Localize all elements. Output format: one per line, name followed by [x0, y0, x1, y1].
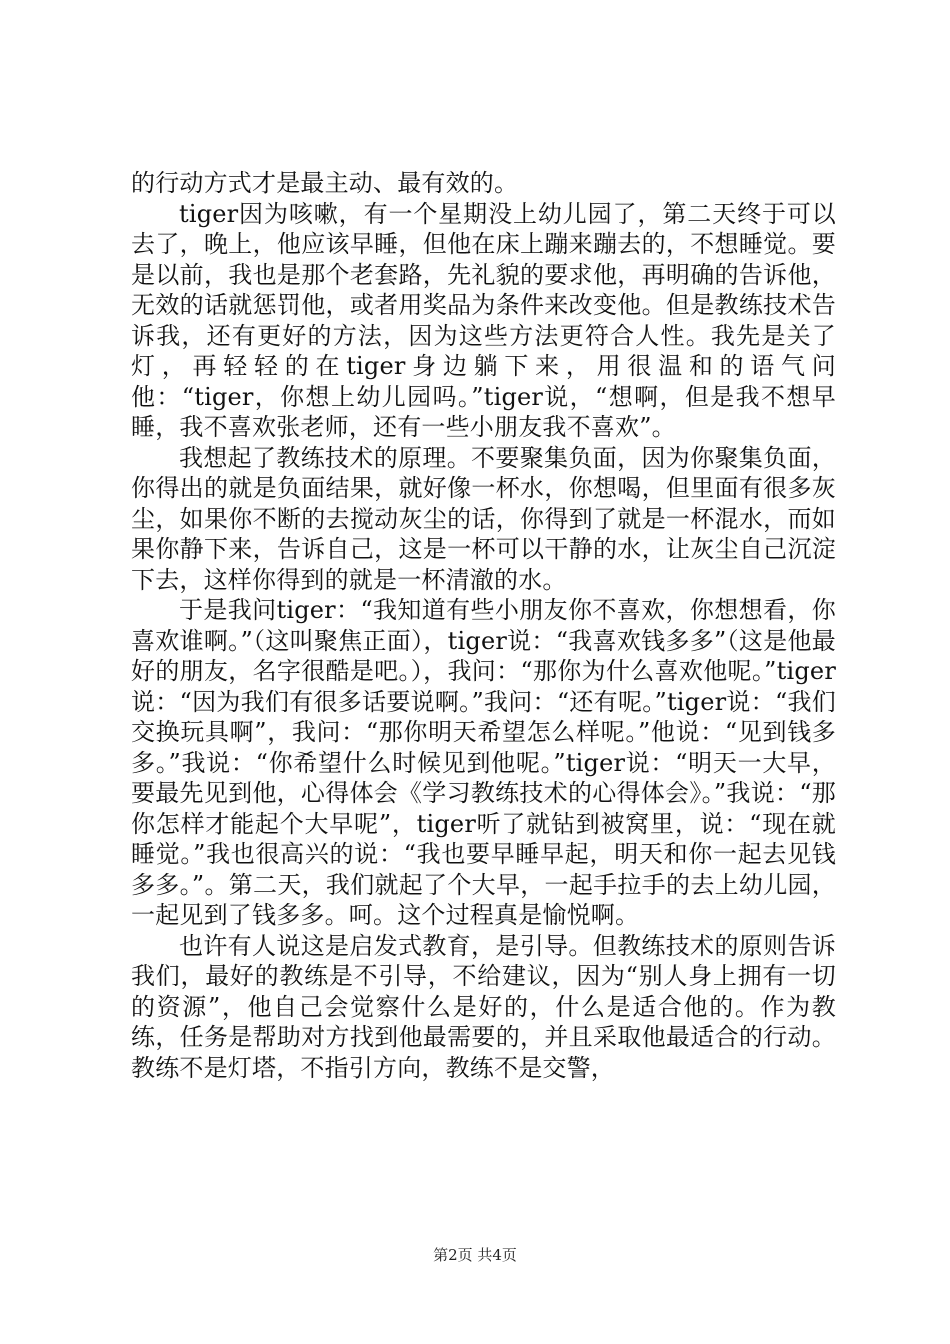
paragraph-coaching-principle: 我想起了教练技术的原理。不要聚集负面，因为你聚集负面，你得出的就是负面结果，就好像一杯水，你想喝，但里面有很多灰尘，如果你不断的去搅动灰尘的话，你得到了就是一杯混水，而如果你静下来，告诉自己，这是一杯可以干静的水，让灰尘自己沉淀下去，这样你得到的就是一杯清澈的水。: [131, 443, 836, 594]
page-number-footer: 第2页 共4页: [433, 1246, 517, 1264]
paragraph-tiger-bedtime: tiger因为咳嗽，有一个星期没上幼儿园了，第二天终于可以去了，晚上，他应该早睡，但他在床上蹦来蹦去的，不想睡觉。要是以前，我也是那个老套路，先礼貌的要求他，再明确的告诉他，无效的话就惩罚他，或者用奖品为条件来改变他。但是教练技术告诉我，还有更好的方法，因为这些方法更符合人性。我先是关了灯，再轻轻的在tiger身边躺下来，用很温和的语气问他：“tiger，你想上幼儿园吗。”tiger说，“想啊，但是我不想早睡，我不喜欢张老师，还有一些小朋友我不喜欢”。: [131, 199, 836, 441]
paragraph-continuation: 的行动方式才是最主动、最有效的。: [131, 169, 519, 197]
paragraph-dialogue: 于是我问tiger：“我知道有些小朋友你不喜欢，你想想看，你喜欢谁啊。”（这叫聚焦正面），tiger说：“我喜欢钱多多”（这是他最好的朋友，名字很酷是吧。），我问：“那你为什么喜欢他呢。”tiger说：“因为我们有很多话要说啊。”我问：“还有呢。”tiger说：“我们交换玩具啊”，我问：“那你明天希望怎么样呢。”他说：“见到钱多多。”我说：“你希望什么时候见到他呢。”tiger说：“明天一大早，要最先见到他，心得体会《学习教练技术的心得体会》。”我说：“那你怎样才能起个大早呢”，tiger听了就钻到被窝里，说：“现在就睡觉。”我也很高兴的说：“我也要早睡早起，明天和你一起去见钱多多。”。第二天，我们就起了个大早，一起手拉手的去上幼儿园，一起见到了钱多多。呵。这个过程真是愉悦啊。: [131, 596, 836, 929]
document-body: [131, 168, 836, 1083]
paragraph-coaching-role: 也许有人说这是启发式教育，是引导。但教练技术的原则告诉我们，最好的教练是不引导，不给建议，因为“别人身上拥有一切的资源”，他自己会觉察什么是好的，什么是适合他的。作为教练，任务是帮助对方找到他最需要的，并且采取他最适合的行动。教练不是灯塔，不指引方向，教练不是交警，: [131, 931, 836, 1082]
